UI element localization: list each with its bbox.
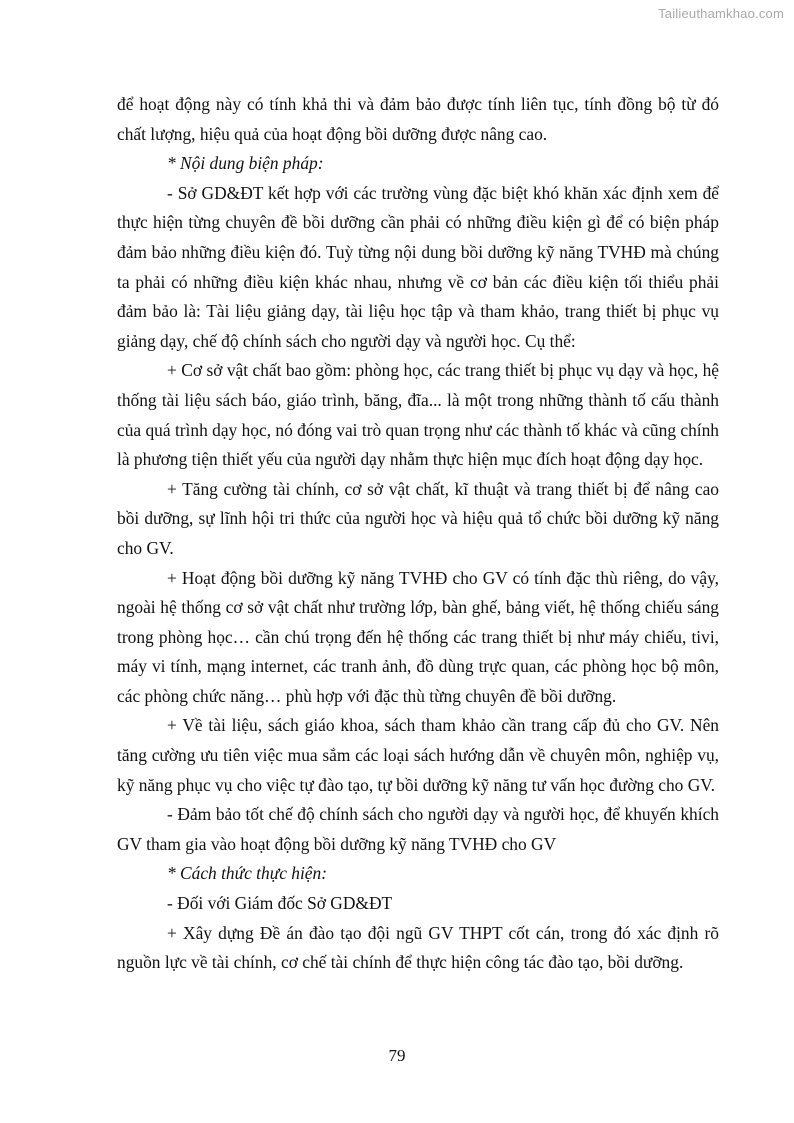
paragraph-continuation: để hoạt động này có tính khả thi và đảm bảo được tính liên tục, tính đồng bộ từ đó chất lượng, hiệu quả của hoạt động bồi dưỡng được nâng cao. [117,94,719,144]
paragraph-finance: + Tăng cường tài chính, cơ sở vật chất, kĩ thuật và trang thiết bị để nâng cao bồi dưỡng, sự lĩnh hội tri thức của người học và hiệu quả tổ chức bồi dưỡng kỹ năng cho GV. [117,478,719,558]
paragraph-facilities: + Cơ sở vật chất bao gồm: phòng học, các trang thiết bị phục vụ dạy và học, hệ thống tài liệu sách báo, giáo trình, băng, đĩa... là một trong những thành tố cấu thành của quá trình dạy học, nó đóng vai trò quan trọng như các thành tố khác và cũng chính là phương tiện thiết yếu của người dạy nhằm thực hiện mục đích hoạt động dạy học. [117,360,719,470]
paragraph-policy: - Đảm bảo tốt chế độ chính sách cho người dạy và người học, để khuyến khích GV tham gia vào hoạt động bồi dưỡng kỹ năng TVHĐ cho GV [117,804,719,854]
page-number: 79 [388,1046,406,1065]
watermark: Tailieuthamkhao.com [658,6,784,21]
paragraph-project: + Xây dựng Đề án đào tạo đội ngũ GV THPT cốt cán, trong đó xác định rõ nguồn lực về tài chính, cơ chế tài chính để thực hiện công tác đào tạo, bồi dưỡng. [117,922,719,973]
heading-measure-content: * Nội dung biện pháp: [167,153,324,174]
paragraph-materials: + Về tài liệu, sách giáo khoa, sách tham khảo cần trang cấp đủ cho GV. Nên tăng cường ưu tiên việc mua sắm các loại sách hướng dẫn về chuyên môn, nghiệp vụ, kỹ năng phục vụ cho việc tự đào tạo, tự bồi dưỡng kỹ năng tư vấn học đường cho GV. [117,715,719,795]
paragraph-equipment: + Hoạt động bồi dưỡng kỹ năng TVHĐ cho GV có tính đặc thù riêng, do vậy, ngoài hệ thống cơ sở vật chất như trường lớp, bàn ghế, bảng viết, hệ thống chiếu sáng trong phòng học… cần chú trọng đến hệ thống các trang thiết bị như máy chiếu, tivi, máy vi tính, mạng internet, các tranh ảnh, đồ dùng trực quan, các phòng học bộ môn, các phòng chức năng… phù hợp với đặc thù từng chuyên đề bồi dưỡng. [117,567,719,706]
paragraph-conditions: - Sở GD&ĐT kết hợp với các trường vùng đặc biệt khó khăn xác định xem để thực hiện từng chuyên đề bồi dưỡng cần phải có những điều kiện gì để có biện pháp đảm bảo những điều kiện đó. Tuỳ từng nội dung bồi dưỡng kỹ năng TVHĐ mà chúng ta phải có những điều kiện khác nhau, nhưng về cơ bản các điều kiện tối thiểu phải đảm bảo là: Tài liệu giảng dạy, tài liệu học tập và tham khảo, trang thiết bị phục vụ giảng dạy, chế độ chính sách cho người dạy và người học. Cụ thể: [117,182,719,351]
heading-implementation: * Cách thức thực hiện: [167,863,327,884]
document-body [117,90,719,978]
paragraph-director: - Đối với Giám đốc Sở GD&ĐT [167,893,393,914]
